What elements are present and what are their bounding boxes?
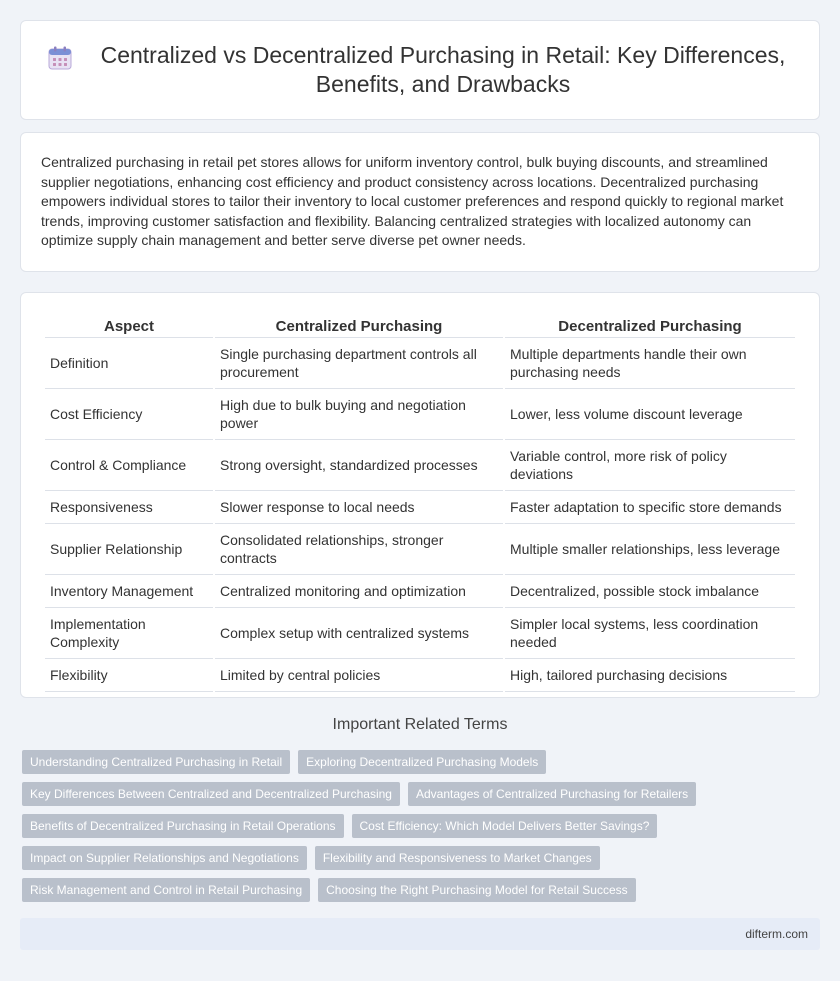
footer — [20, 918, 820, 950]
cell-aspect: Responsiveness — [45, 491, 213, 524]
header-decentralized: Decentralized Purchasing — [505, 313, 795, 338]
cell-decentralized: Faster adaptation to specific store demands — [505, 491, 795, 524]
related-term-link[interactable]: Cost Efficiency: Which Model Delivers Better Savings? — [352, 814, 658, 838]
cell-centralized: Single purchasing department controls all procurement — [215, 338, 503, 389]
table-row — [45, 608, 795, 659]
cell-centralized: Consolidated relationships, stronger contracts — [215, 524, 503, 575]
intro-text: Centralized purchasing in retail pet stores allows for uniform inventory control, bulk buying discounts, and streamlined supplier negotiations, enhancing cost efficiency and product consistency across locations. Decentralized purchasing empowers individual stores to tailor their inventory to local customer preferences and respond quickly to regional market trends, improving customer satisfaction and flexibility. Balancing centralized strategies with localized autonomy can optimize supply chain management and better serve diverse pet owner needs. — [41, 154, 784, 248]
comparison-table-card — [20, 292, 820, 698]
related-term-link[interactable]: Risk Management and Control in Retail Purchasing — [22, 878, 310, 902]
cell-decentralized: High, tailored purchasing decisions — [505, 659, 795, 692]
cell-centralized: Limited by central policies — [215, 659, 503, 692]
cell-aspect: Implementation Complexity — [45, 608, 213, 659]
cell-aspect: Flexibility — [45, 659, 213, 692]
tag-row — [22, 878, 822, 902]
cell-aspect: Inventory Management — [45, 575, 213, 608]
table-row — [45, 524, 795, 575]
related-term-link[interactable]: Advantages of Centralized Purchasing for Retailers — [408, 782, 696, 806]
related-term-link[interactable]: Exploring Decentralized Purchasing Models — [298, 750, 546, 774]
cell-aspect: Control & Compliance — [45, 440, 213, 491]
tag-row — [22, 846, 822, 870]
cell-decentralized: Variable control, more risk of policy deviations — [505, 440, 795, 491]
cell-aspect: Supplier Relationship — [45, 524, 213, 575]
related-terms-list — [22, 750, 822, 910]
tag-row — [22, 750, 822, 774]
table-row — [45, 440, 795, 491]
cell-decentralized: Multiple departments handle their own purchasing needs — [505, 338, 795, 389]
footer-site-link[interactable]: difterm.com — [745, 927, 808, 941]
table-row — [45, 659, 795, 692]
related-term-link[interactable]: Understanding Centralized Purchasing in Retail — [22, 750, 290, 774]
cell-centralized: Complex setup with centralized systems — [215, 608, 503, 659]
page-title: Centralized vs Decentralized Purchasing in Retail: Key Differences, Benefits, and Drawbacks — [100, 42, 786, 97]
table-header-row — [45, 313, 795, 338]
related-term-link[interactable]: Key Differences Between Centralized and Decentralized Purchasing — [22, 782, 400, 806]
related-term-link[interactable]: Benefits of Decentralized Purchasing in Retail Operations — [22, 814, 344, 838]
comparison-table — [43, 313, 797, 692]
cell-decentralized: Decentralized, possible stock imbalance — [505, 575, 795, 608]
intro-card — [20, 132, 820, 272]
related-terms-title: Important Related Terms — [332, 716, 508, 733]
table-row — [45, 338, 795, 389]
calendar-icon — [47, 45, 73, 71]
header-card — [20, 20, 820, 120]
cell-centralized: Centralized monitoring and optimization — [215, 575, 503, 608]
related-term-link[interactable]: Choosing the Right Purchasing Model for Retail Success — [318, 878, 636, 902]
table-row — [45, 491, 795, 524]
cell-centralized: High due to bulk buying and negotiation power — [215, 389, 503, 440]
title-wrap — [47, 41, 793, 99]
cell-decentralized: Multiple smaller relationships, less leverage — [505, 524, 795, 575]
header-centralized: Centralized Purchasing — [215, 313, 503, 338]
table-row — [45, 389, 795, 440]
tag-row — [22, 782, 822, 806]
cell-centralized: Slower response to local needs — [215, 491, 503, 524]
cell-aspect: Cost Efficiency — [45, 389, 213, 440]
header-aspect: Aspect — [45, 313, 213, 338]
related-term-link[interactable]: Flexibility and Responsiveness to Market Changes — [315, 846, 600, 870]
table-row — [45, 575, 795, 608]
cell-centralized: Strong oversight, standardized processes — [215, 440, 503, 491]
cell-decentralized: Lower, less volume discount leverage — [505, 389, 795, 440]
cell-aspect: Definition — [45, 338, 213, 389]
cell-decentralized: Simpler local systems, less coordination needed — [505, 608, 795, 659]
tag-row — [22, 814, 822, 838]
related-term-link[interactable]: Impact on Supplier Relationships and Negotiations — [22, 846, 307, 870]
